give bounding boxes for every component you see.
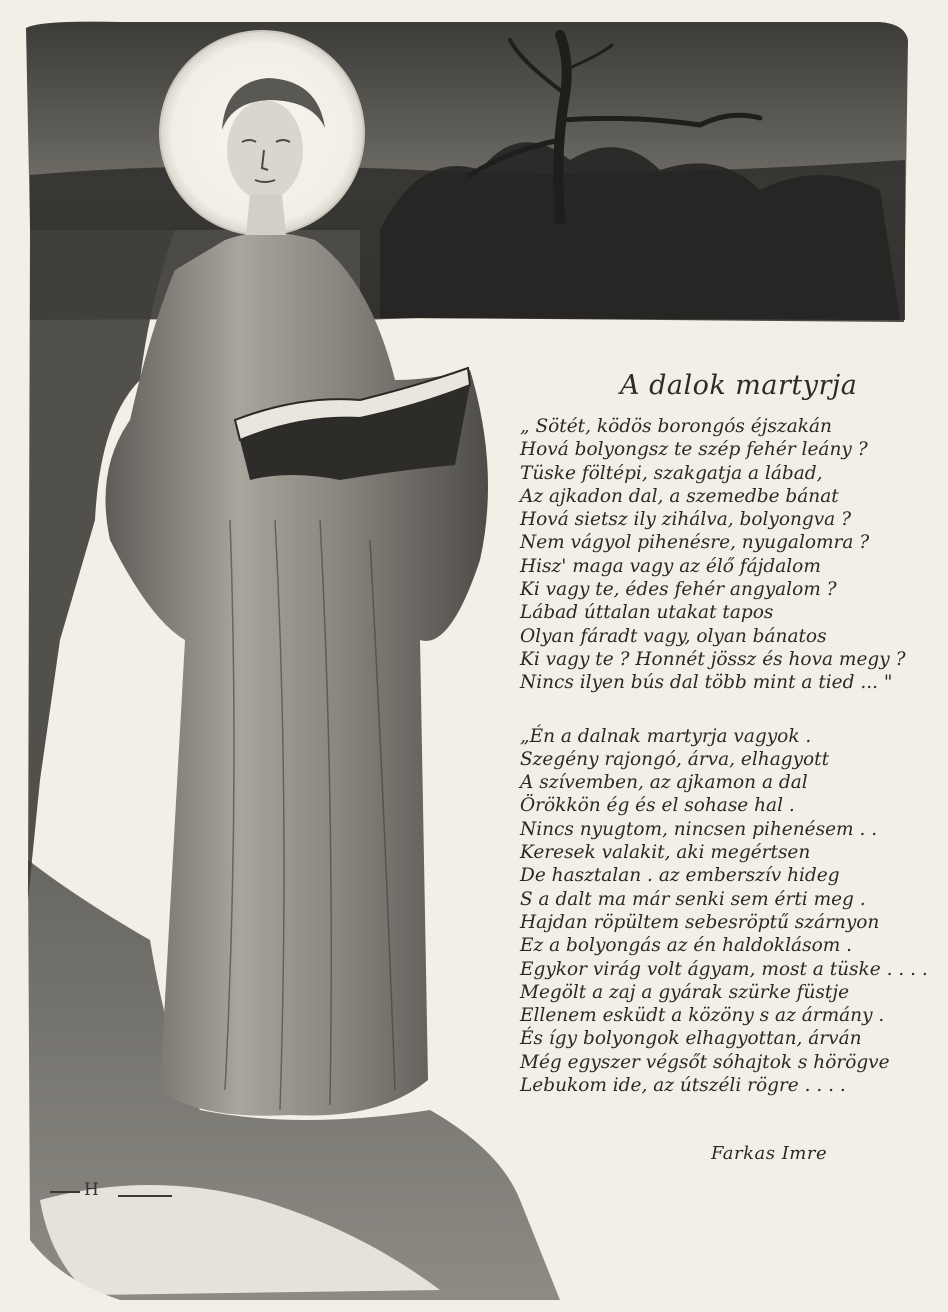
poem-line: „Én a dalnak martyrja vagyok . bbox=[520, 725, 812, 747]
dress bbox=[106, 233, 489, 1116]
poem-line: Örökkön ég és el sohase hal . bbox=[520, 795, 795, 817]
poem-line: S a dalt ma már senki sem érti meg . bbox=[520, 888, 866, 910]
poem-line: De hasztalan . az emberszív hideg bbox=[520, 865, 840, 887]
poem-line: Tüske föltépi, szakgatja a lábad, bbox=[520, 462, 823, 484]
poem-line: Hová bolyongsz te szép fehér leány ? bbox=[520, 439, 868, 461]
poem-line: A szívemben, az ajkamon a dal bbox=[520, 772, 808, 794]
face bbox=[227, 100, 303, 200]
poem-line: Ki vagy te ? Honnét jössz és hova megy ? bbox=[520, 648, 906, 670]
poem-line: Lebukom ide, az útszéli rögre . . . . bbox=[520, 1075, 846, 1097]
poem-line: „ Sötét, ködös borongós éjszakán bbox=[520, 416, 832, 437]
poem-line: Az ajkadon dal, a szemedbe bánat bbox=[520, 485, 839, 507]
poem-line: Nem vágyol pihenésre, nyugalomra ? bbox=[520, 532, 870, 554]
neck bbox=[246, 195, 286, 235]
poem-line: Nincs nyugtom, nincsen pihenésem . . bbox=[520, 818, 878, 840]
poem-title: A dalok martyrja bbox=[620, 370, 858, 401]
poem-line: Lábad úttalan utakat tapos bbox=[520, 602, 774, 624]
poem-line: Egykor virág volt ágyam, most a tüske . . . . bbox=[520, 958, 928, 980]
poem-line: Hisz' maga vagy az élő fájdalom bbox=[520, 555, 821, 577]
author-name: Farkas Imre bbox=[711, 1143, 828, 1164]
stanza-2 bbox=[520, 725, 940, 1098]
stanza-1 bbox=[520, 415, 940, 695]
poem-line: Ez a bolyongás az én haldoklásom . bbox=[520, 935, 853, 957]
poem bbox=[520, 370, 940, 1097]
poem-line: Keresek valakit, aki megértsen bbox=[520, 842, 811, 864]
poem-line: Nincs ilyen bús dal több mint a tied ... " bbox=[520, 672, 893, 694]
poem-line: Még egyszer végsőt sóhajtok s hörögve bbox=[520, 1051, 890, 1073]
poem-line: Ellenem esküdt a közöny s az ármány . bbox=[520, 1005, 885, 1027]
poem-line: Olyan fáradt vagy, olyan bánatos bbox=[520, 625, 827, 647]
poem-line: Ki vagy te, édes fehér angyalom ? bbox=[520, 579, 837, 601]
poem-line: Szegény rajongó, árva, elhagyott bbox=[520, 748, 830, 770]
poem-line: Hová sietsz ily zihálva, bolyongva ? bbox=[520, 509, 852, 531]
poem-line: És így bolyongok elhagyottan, árván bbox=[520, 1028, 862, 1050]
poem-line: Hajdan röpültem sebesröptű szárnyon bbox=[520, 911, 880, 933]
artist-signature: H bbox=[84, 1180, 99, 1200]
poem-line: Megölt a zaj a gyárak szürke füstje bbox=[520, 981, 850, 1003]
